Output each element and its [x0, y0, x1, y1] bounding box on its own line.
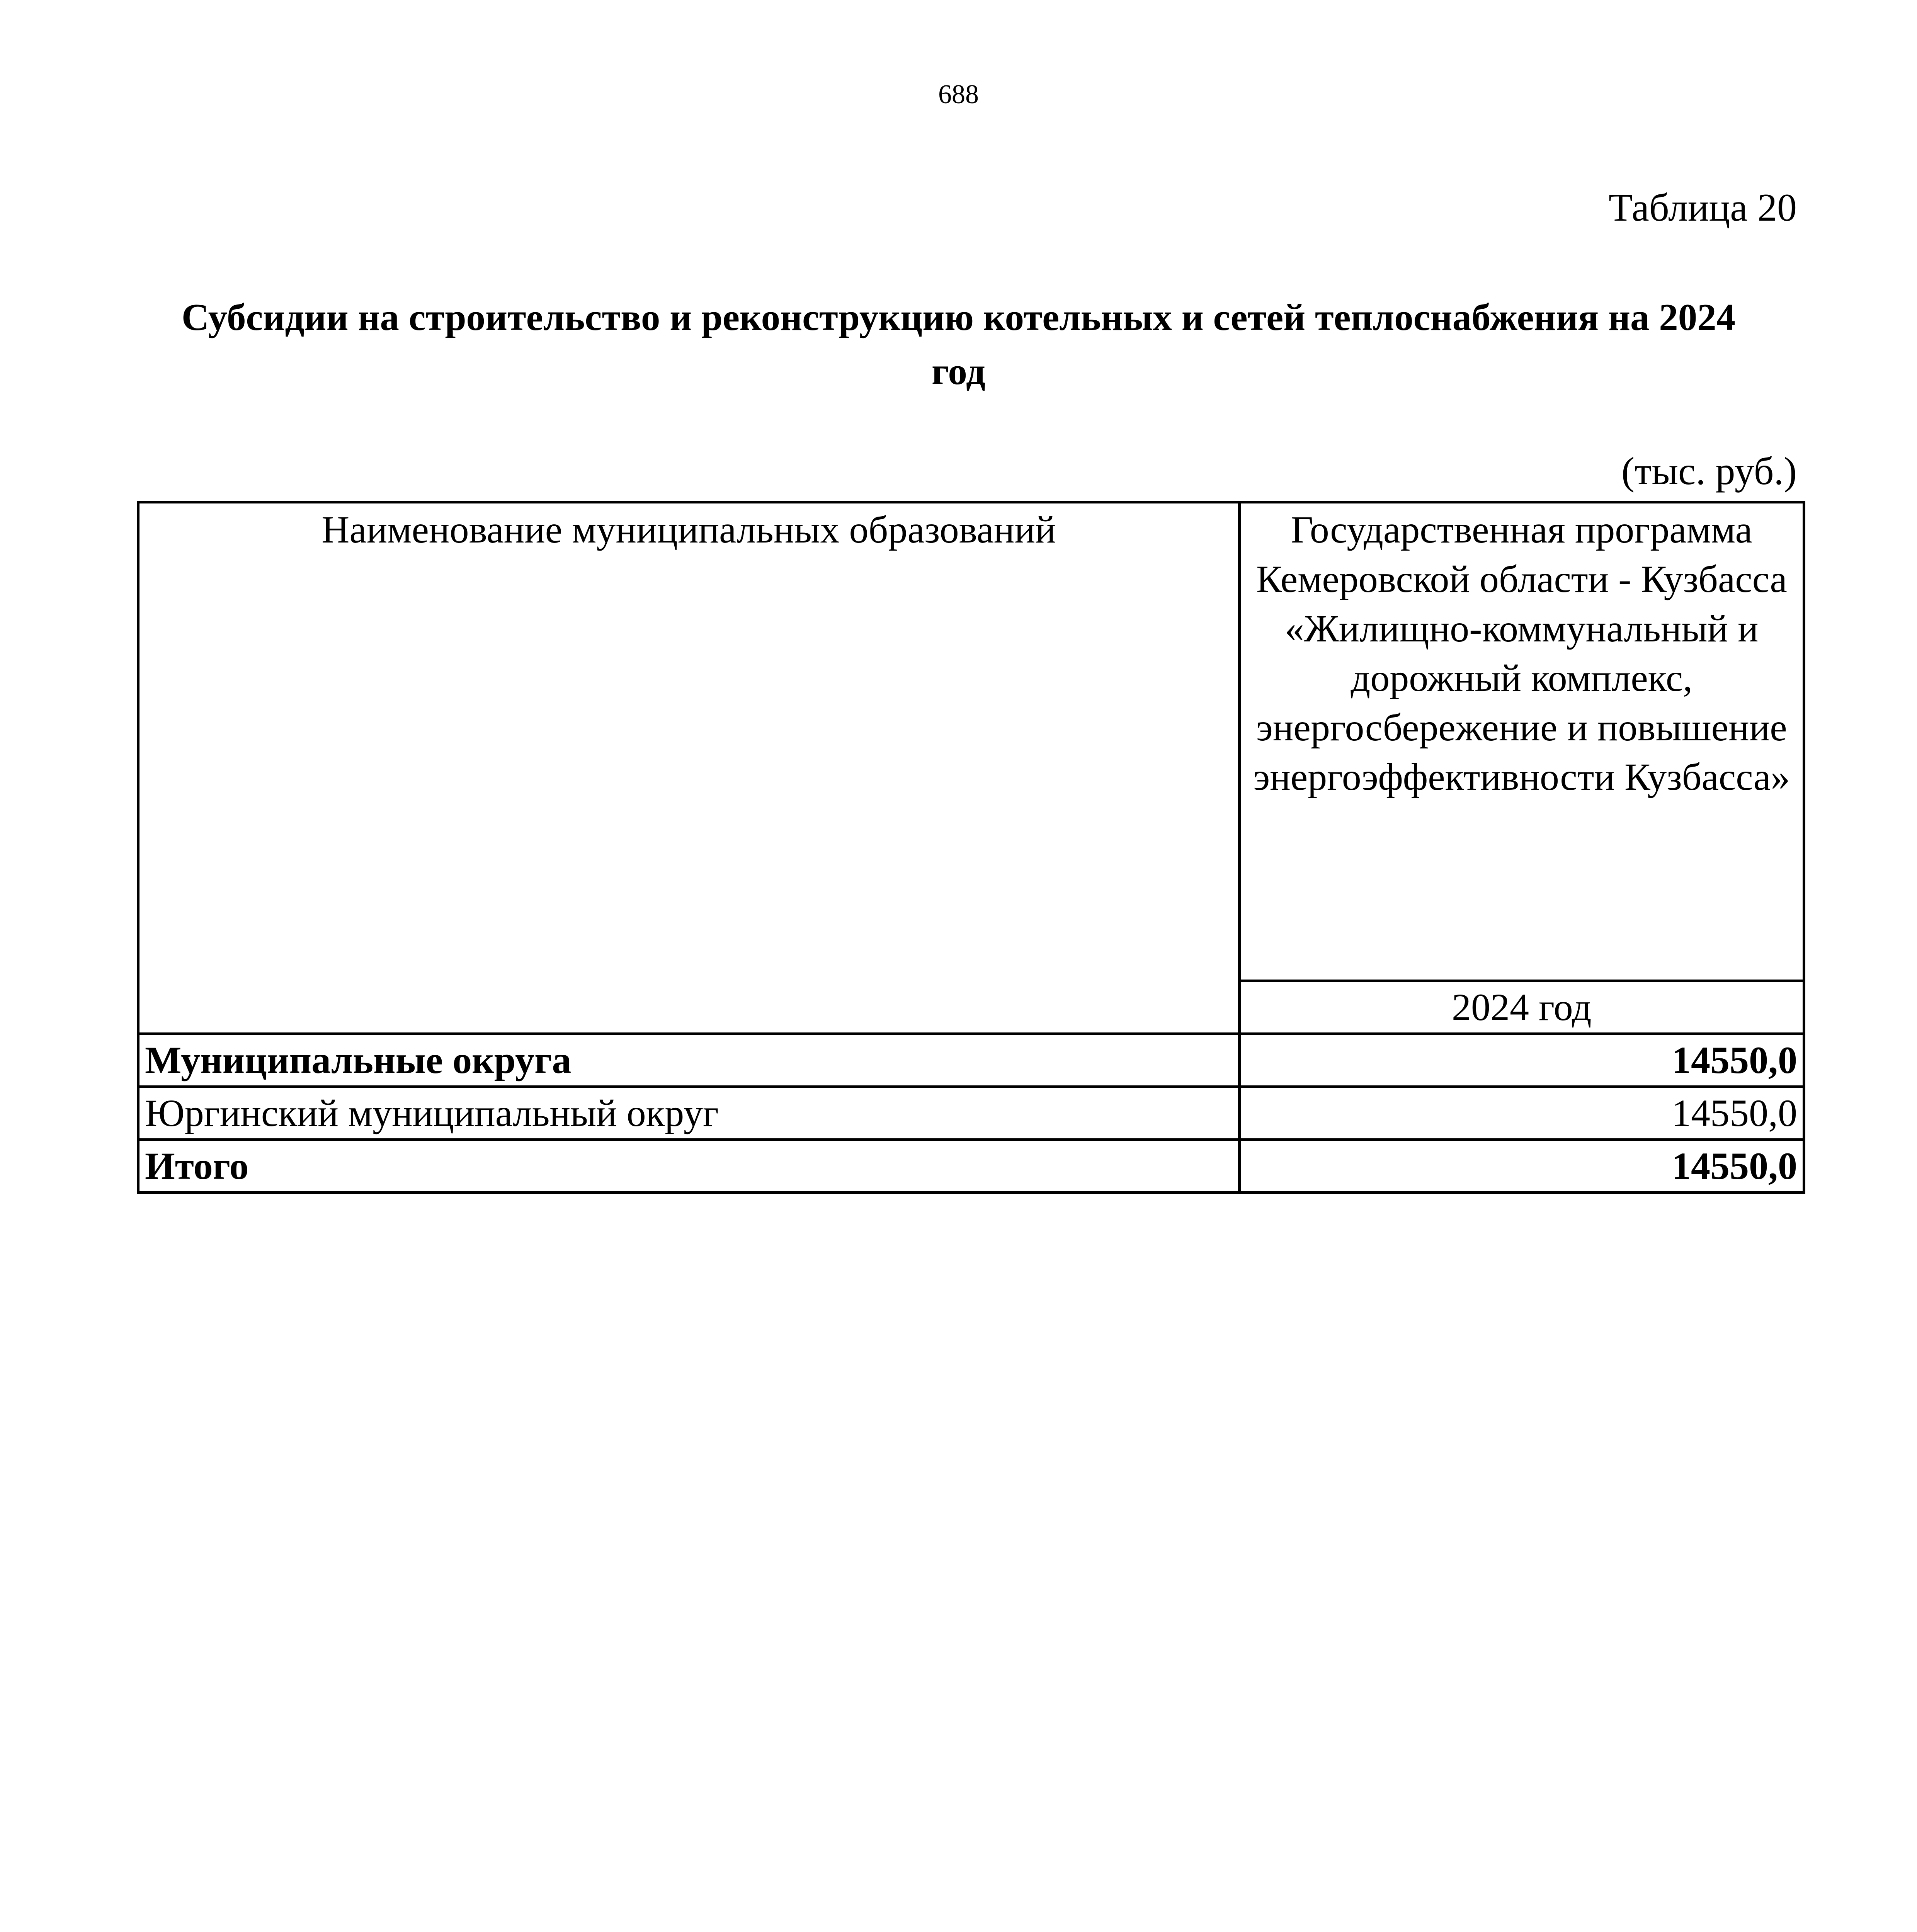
table-row	[138, 1087, 1804, 1140]
table-header-row	[138, 502, 1804, 981]
header-year-column: 2024 год	[1239, 981, 1804, 1034]
row-value-total: 14550,0	[1239, 1140, 1804, 1193]
row-name-total: Итого	[138, 1140, 1240, 1193]
table-row	[138, 1140, 1804, 1193]
row-value-municipal-districts: 14550,0	[1239, 1034, 1804, 1087]
table-row	[138, 1034, 1804, 1087]
row-value-yurga-district: 14550,0	[1239, 1087, 1804, 1140]
document-title: Субсидии на строительство и реконструкцию котельных и сетей теплоснабжения на 2024 год	[181, 296, 1736, 393]
units-label: (тыс. руб.)	[1621, 449, 1797, 493]
header-program-column: Государственная программа Кемеровской области - Кузбасса «Жилищно-коммунальный и дорожный комплекс, энергосбережение и повышение энергоэффективности Кузбасса»	[1239, 502, 1804, 981]
row-name-municipal-districts: Муниципальные округа	[138, 1034, 1240, 1087]
header-name-column: Наименование муниципальных образований	[138, 502, 1240, 1034]
table-label: Таблица 20	[1608, 186, 1797, 230]
row-name-yurga-district: Юргинский муниципальный округ	[138, 1087, 1240, 1140]
subsidy-table	[137, 501, 1805, 1194]
page-number: 688	[938, 80, 979, 109]
